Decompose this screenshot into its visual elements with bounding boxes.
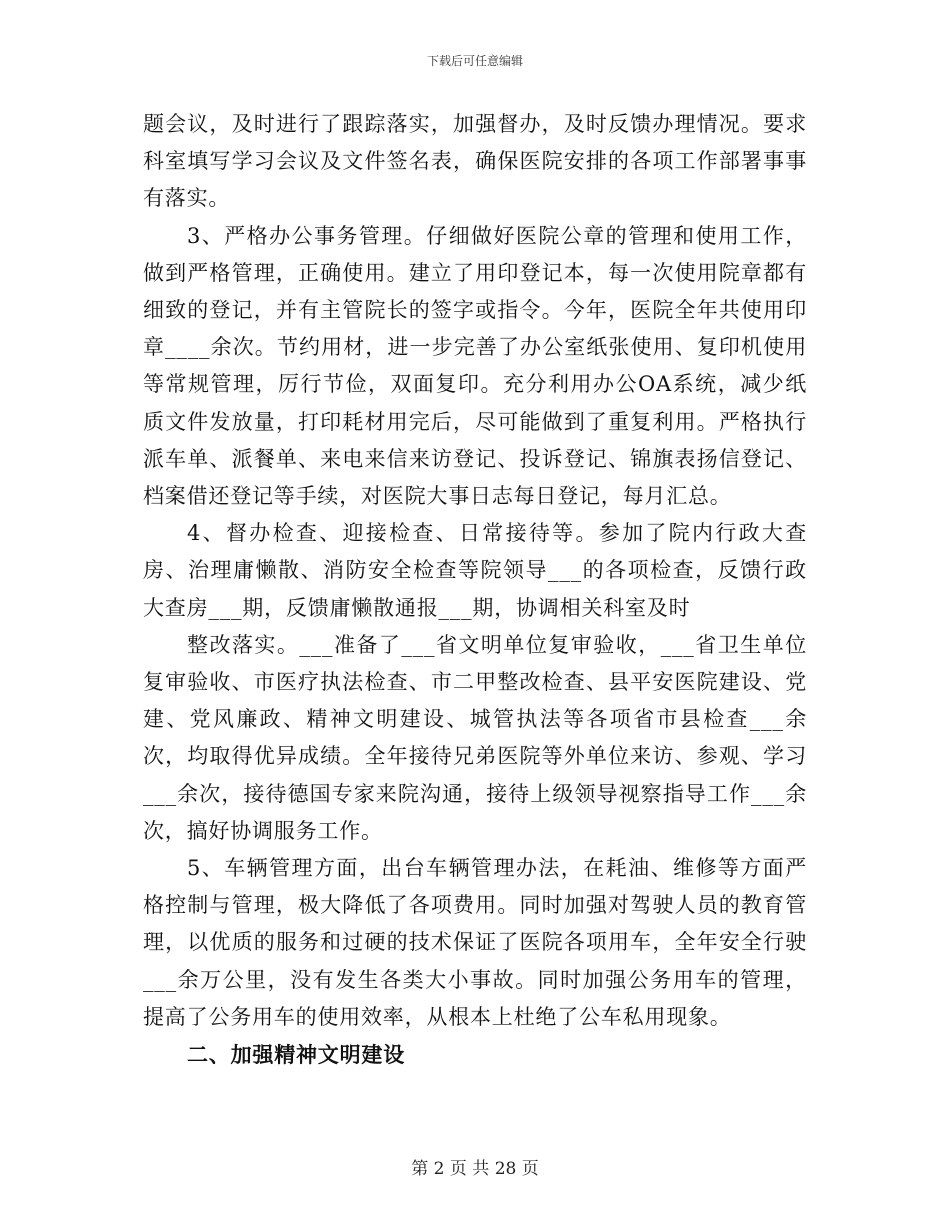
document-body bbox=[143, 106, 807, 1073]
page-header: 下载后可任意编辑 bbox=[426, 54, 523, 68]
paragraph-vehicle-management: 5、车辆管理方面，出台车辆管理办法，在耗油、维修等方面严格控制与管理，极大降低了各项费用。同时加强对驾驶人员的教育管理，以优质的服务和过硬的技术保证了医院各项用车，全年安全行驶___余万公里，没有发生各类大小事故。同时加强公务用车的管理，提高了公务用车的使用效率，从根本上杜绝了公车私用现象。 bbox=[143, 856, 807, 1029]
section-heading: 二、加强精神文明建设 bbox=[187, 1042, 405, 1068]
paragraph-rectification: 整改落实。___准备了___省文明单位复审验收，___省卫生单位复审验收、市医疗执法检查、市二甲整改检查、县平安医院建设、党建、党风廉政、精神文明建设、城管执法等各项省市县检查___余次，均取得优异成绩。全年接待兄弟医院等外单位来访、参观、学习___余次，接待德国专家来院沟通，接待上级领导视察指导工作___余次，搞好协调服务工作。 bbox=[143, 632, 807, 843]
paragraph-continuation: 题会议，及时进行了跟踪落实，加强督办，及时反馈办理情况。要求科室填写学习会议及文件签名表，确保医院安排的各项工作部署事事有落实。 bbox=[143, 112, 807, 211]
paragraph-inspection: 4、督办检查、迎接检查、日常接待等。参加了院内行政大查房、治理庸懒散、消防安全检查等院领导___的各项检查，反馈行政大查房___期，反馈庸懒散通报___期，协调相关科室及时 bbox=[143, 521, 807, 620]
paragraph-office-affairs: 3、严格办公事务管理。仔细做好医院公章的管理和使用工作，做到严格管理，正确使用。建立了用印登记本，每一次使用院章都有细致的登记，并有主管院长的签字或指令。今年，医院全年共使用印章____余次。节约用材，进一步完善了办公室纸张使用、复印机使用等常规管理，厉行节俭，双面复印。充分利用办公OA系统，减少纸质文件发放量，打印耗材用完后，尽可能做到了重复利用。严格执行派车单、派餐单、来电来信来访登记、投诉登记、锦旗表扬信登记、档案借还登记等手续，对医院大事日志每日登记，每月汇总。 bbox=[143, 223, 807, 509]
page-number: 第 2 页 共 28 页 bbox=[411, 1159, 539, 1179]
